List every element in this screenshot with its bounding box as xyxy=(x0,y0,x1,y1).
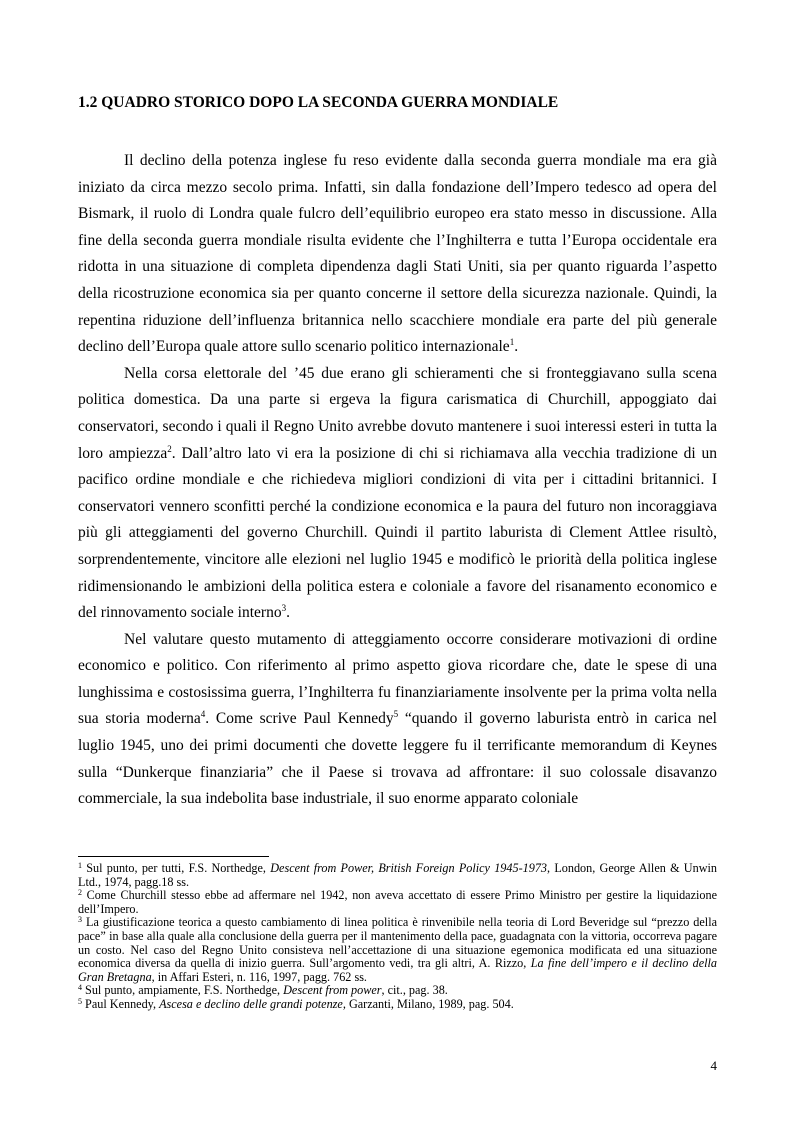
footnote-ref-1: 1 xyxy=(509,337,515,348)
footnote-ref-4: 4 xyxy=(200,709,206,720)
footnote-1-pre: Sul punto, per tutti, F.S. Northedge, xyxy=(82,861,271,875)
footnote-4-title: Descent from power xyxy=(283,983,382,998)
footnote-1 xyxy=(78,862,717,889)
footnote-5-title: Ascesa e declino delle grandi potenze, xyxy=(159,996,346,1011)
paragraph-1-end: . xyxy=(514,338,519,356)
footnote-3-title: La fine dell’impero e il declino della Gran Bretagna, xyxy=(78,956,717,984)
footnote-3 xyxy=(78,916,717,984)
footnote-1-number: 1 xyxy=(78,861,82,870)
footnote-ref-3: 3 xyxy=(281,603,287,614)
footnote-3-number: 3 xyxy=(78,915,82,925)
footnotes xyxy=(78,862,717,1012)
footnote-ref-5: 5 xyxy=(393,709,399,720)
footnote-1-post: , London, George Allen & Unwin Ltd., 1974, pagg.18 ss. xyxy=(78,861,717,889)
paragraph-2-text-b: . Dall’altro lato vi era la posizione di chi si richiamava alla vecchia tradizione di un pacifico ordine mondiale e che richiedeva migliori condizioni di vita per i cittadini britannici. I conservatori vennero sconfitti perché la condizione economica e la paura del futuro non incoraggiava più gli atteggiamenti del governo Churchill. Quindi il partito laburista di Clement Attlee risultò, sorprendentemente, vincitore alle elezioni nel luglio 1945 e modificò le priorità della politica inglese ridimensionando le ambizioni della politica estera e coloniale a favore del risanamento economico e del rinnovamento sociale interno xyxy=(78,444,718,622)
footnote-3-post: in Affari Esteri, n. 116, 1997, pagg. 762 ss. xyxy=(154,969,367,984)
footnote-5-post: Garzanti, Milano, 1989, pag. 504. xyxy=(345,996,514,1011)
paragraph-3-text-a: Nel valutare questo mutamento di atteggiamento occorre considerare motivazioni di ordine economico e politico. Con riferimento al primo aspetto giova ricordare che, date le spese di una lunghissima e costosissima guerra, l’Inghilterra fu finanziariamente insolvente per la prima volta nella sua storia moderna xyxy=(78,630,717,728)
paragraph-1 xyxy=(78,148,717,361)
footnote-2 xyxy=(78,889,717,916)
paragraph-2-text-a: Nella corsa elettorale del ’45 due erano gli schieramenti che si fronteggiavano sulla scena politica domestica. Da una parte si ergeva la figura carismatica di Churchill, appoggiato dai conservatori, secondo i quali il Regno Unito avrebbe dovuto mantenere i suoi interessi esteri in tutta la loro ampiezza xyxy=(78,364,717,462)
footnote-5-pre: Paul Kennedy, xyxy=(82,996,160,1011)
footnote-5 xyxy=(78,998,717,1012)
paragraph-3 xyxy=(78,627,717,813)
paragraph-3-text-b: . Come scrive Paul Kennedy xyxy=(205,710,394,728)
footnote-4-pre: Sul punto, ampiamente, F.S. Northedge, xyxy=(82,983,284,998)
footnote-2-text: Come Churchill stesso ebbe ad affermare nel 1942, non aveva accettato di essere Primo Ministro per gestire la liquidazione dell’Impero. xyxy=(78,888,717,916)
footnote-4-post: , cit., pag. 38. xyxy=(381,983,448,998)
footnote-4 xyxy=(78,984,717,998)
body-text xyxy=(78,148,717,813)
footnote-4-number: 4 xyxy=(78,983,82,993)
document-page xyxy=(78,0,717,1123)
page-number: 4 xyxy=(710,1058,717,1073)
footnote-2-number: 2 xyxy=(78,888,82,898)
footnote-5-number: 5 xyxy=(78,996,82,1006)
footnote-1-title: Descent from Power, British Foreign Policy 1945-1973 xyxy=(270,861,548,875)
paragraph-3-text-c: “quando il governo laburista entrò in carica nel luglio 1945, uno dei primi documenti che dovette leggere fu il terrificante memorandum di Keynes sulla “Dunkerque finanziaria” che il Paese si trovava ad affrontare: il suo colossale disavanzo commerciale, la sua indebolita base industriale, il suo enorme apparato coloniale xyxy=(78,710,717,808)
footnote-3-pre: La giustificazione teorica a questo cambiamento di linea politica è rinvenibile nella teoria di Lord Beveridge sul “prezzo della pace” in base alla quale alla conclusione della guerra per il mantenimento della pace, guadagnata con la vittoria, occorreva pagare un costo. Nel caso del Regno Unito consisteva nell’accettazione di una situazione egemonica modificata ed una situazione economica diversa da quella di inizio guerra. Sull’argomento vedi, tra gli altri, A. Rizzo, xyxy=(78,915,717,971)
paragraph-2-end: . xyxy=(286,604,290,622)
footnote-ref-2: 2 xyxy=(167,443,172,454)
footnote-separator xyxy=(78,856,269,857)
paragraph-1-text: Il declino della potenza inglese fu reso evidente dalla seconda guerra mondiale ma era già iniziato da circa mezzo secolo prima. Infatti, sin dalla fondazione dell’Impero tedesco ad opera del Bismark, il ruolo di Londra quale fulcro dell’equilibrio europeo era stato messo in discussione. Alla fine della seconda guerra mondiale risulta evidente che l’Inghilterra e tutta l’Europa occidentale era ridotta in una situazione di completa dipendenza dagli Stati Uniti, sia per quanto riguarda l’aspetto della ricostruzione economica sia per quanto concerne il settore della sicurezza nazionale. Quindi, la repentina riduzione dell’influenza britannica nello scacchiere mondiale era parte del più generale declino dell’Europa quale attore sullo scenario politico internazionale xyxy=(78,152,717,356)
section-heading: 1.2 QUADRO STORICO DOPO LA SECONDA GUERRA MONDIALE xyxy=(78,94,559,111)
paragraph-2 xyxy=(78,361,717,627)
